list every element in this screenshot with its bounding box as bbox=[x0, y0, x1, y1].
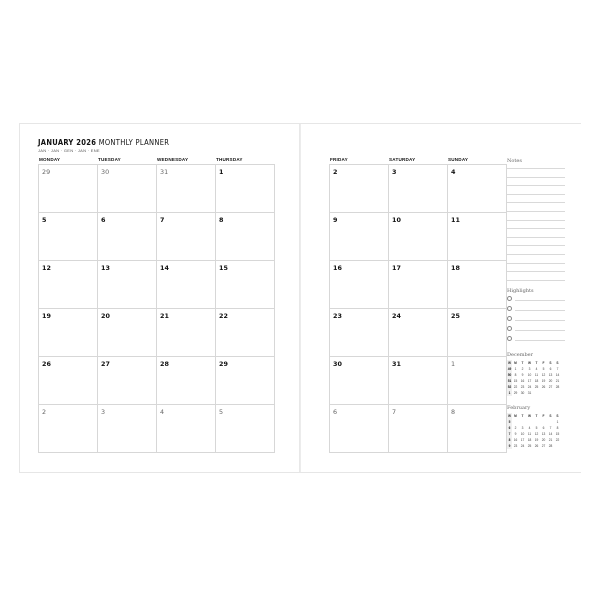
mini-day: 31 bbox=[527, 391, 532, 395]
day-cell[interactable] bbox=[157, 261, 216, 309]
mini-day: 22 bbox=[513, 385, 518, 389]
day-cell[interactable] bbox=[157, 165, 216, 213]
mini-day: 9 bbox=[514, 432, 517, 436]
day-cell[interactable] bbox=[216, 165, 275, 213]
mini-day: 4 bbox=[535, 367, 538, 371]
day-cell[interactable] bbox=[330, 309, 389, 357]
day-number: 8 bbox=[219, 216, 224, 224]
day-cell[interactable] bbox=[389, 309, 448, 357]
mini-dow: W bbox=[527, 361, 531, 365]
mini-day: 24 bbox=[520, 444, 525, 448]
day-cell[interactable] bbox=[98, 405, 157, 453]
day-cell[interactable] bbox=[39, 261, 98, 309]
mini-day: 2 bbox=[521, 367, 524, 371]
mini-day: 8 bbox=[556, 426, 559, 430]
mini-dow: S bbox=[556, 414, 559, 418]
mini-day: 5 bbox=[535, 426, 538, 430]
mini-dow: S bbox=[549, 361, 552, 365]
day-number: 28 bbox=[160, 360, 169, 368]
day-cell[interactable] bbox=[448, 309, 507, 357]
day-number: 29 bbox=[219, 360, 228, 368]
day-number: 31 bbox=[160, 168, 169, 176]
day-cell[interactable] bbox=[157, 213, 216, 261]
mini-day: 20 bbox=[548, 379, 553, 383]
mini-week-number: 51 bbox=[507, 379, 512, 383]
day-cell[interactable] bbox=[389, 261, 448, 309]
day-cell[interactable] bbox=[216, 405, 275, 453]
day-cell[interactable] bbox=[330, 261, 389, 309]
mini-week-number: 1 bbox=[508, 391, 511, 395]
day-number: 7 bbox=[160, 216, 165, 224]
day-cell[interactable] bbox=[448, 261, 507, 309]
mini-day: 19 bbox=[541, 379, 546, 383]
day-number: 27 bbox=[101, 360, 110, 368]
mini-dow: F bbox=[542, 361, 545, 365]
mini-dow: S bbox=[556, 361, 559, 365]
day-cell[interactable] bbox=[330, 357, 389, 405]
mini-calendar-december bbox=[507, 352, 561, 396]
mini-day bbox=[554, 443, 561, 449]
mini-day: 30 bbox=[520, 391, 525, 395]
highlight-checkbox[interactable] bbox=[507, 306, 512, 311]
highlight-line bbox=[515, 310, 565, 311]
day-number: 3 bbox=[392, 168, 397, 176]
day-cell[interactable] bbox=[448, 213, 507, 261]
mini-dow: M bbox=[514, 361, 517, 365]
day-number: 21 bbox=[160, 312, 169, 320]
mini-day: 11 bbox=[534, 373, 539, 377]
day-cell[interactable] bbox=[157, 357, 216, 405]
day-number: 30 bbox=[101, 168, 110, 176]
mini-week-number: 9 bbox=[508, 444, 511, 448]
mini-dow: W bbox=[527, 414, 531, 418]
language-subtitle: JAN · JAN · GEN · JAN · ENE bbox=[38, 148, 100, 153]
highlight-line bbox=[515, 340, 565, 341]
mini-day: 23 bbox=[513, 444, 518, 448]
day-cell[interactable] bbox=[98, 213, 157, 261]
day-number: 4 bbox=[451, 168, 456, 176]
day-cell[interactable] bbox=[98, 309, 157, 357]
day-number: 20 bbox=[101, 312, 110, 320]
mini-week-number: 5 bbox=[508, 420, 511, 424]
planner-label: MONTHLY PLANNER bbox=[98, 138, 170, 147]
mini-day: 27 bbox=[548, 385, 553, 389]
mini-day: 4 bbox=[528, 426, 531, 430]
highlight-checkbox[interactable] bbox=[507, 296, 512, 301]
mini-day: 16 bbox=[520, 379, 525, 383]
mini-dow: F bbox=[542, 414, 545, 418]
highlight-checkbox[interactable] bbox=[507, 326, 512, 331]
mini-day: 11 bbox=[527, 432, 532, 436]
mini-day: 17 bbox=[527, 379, 532, 383]
day-cell[interactable] bbox=[330, 405, 389, 453]
mini-day: 29 bbox=[513, 391, 518, 395]
day-number: 1 bbox=[219, 168, 224, 176]
mini-day: 1 bbox=[556, 420, 559, 424]
mini-day: 16 bbox=[513, 438, 518, 442]
day-cell[interactable] bbox=[389, 165, 448, 213]
day-cell[interactable] bbox=[330, 213, 389, 261]
mini-day: 14 bbox=[555, 373, 560, 377]
mini-day: 5 bbox=[542, 367, 545, 371]
mini-day: 27 bbox=[541, 444, 546, 448]
mini-week-number: 50 bbox=[507, 373, 512, 377]
mini-day: 10 bbox=[527, 373, 532, 377]
day-number: 11 bbox=[451, 216, 460, 224]
day-number: 22 bbox=[219, 312, 228, 320]
day-number: 6 bbox=[333, 408, 338, 416]
mini-day bbox=[554, 390, 561, 396]
mini-dow: M bbox=[514, 414, 517, 418]
planner-spread bbox=[20, 124, 580, 472]
mini-day: 15 bbox=[513, 379, 518, 383]
day-cell[interactable] bbox=[216, 357, 275, 405]
notes-label: Notes bbox=[507, 158, 522, 164]
mini-day: 2 bbox=[514, 426, 517, 430]
day-cell[interactable] bbox=[39, 309, 98, 357]
mini-day: 25 bbox=[534, 385, 539, 389]
day-number: 23 bbox=[333, 312, 342, 320]
month-label: JANUARY 2026 bbox=[38, 138, 97, 147]
mini-calendar-title: December bbox=[507, 352, 534, 358]
mini-day: 26 bbox=[534, 444, 539, 448]
day-number: 14 bbox=[160, 264, 169, 272]
day-cell[interactable] bbox=[448, 357, 507, 405]
day-number: 1 bbox=[451, 360, 456, 368]
day-number: 5 bbox=[42, 216, 47, 224]
mini-dow: W bbox=[507, 414, 511, 418]
mini-calendar-february bbox=[507, 405, 561, 449]
mini-day: 7 bbox=[549, 426, 552, 430]
day-header-thursday: THURSDAY bbox=[216, 157, 243, 162]
day-cell[interactable] bbox=[389, 213, 448, 261]
day-number: 30 bbox=[333, 360, 342, 368]
mini-week-number: 6 bbox=[508, 426, 511, 430]
day-number: 4 bbox=[160, 408, 165, 416]
mini-day: 23 bbox=[520, 385, 525, 389]
mini-day: 21 bbox=[555, 379, 560, 383]
mini-day: 6 bbox=[542, 426, 545, 430]
day-number: 13 bbox=[101, 264, 110, 272]
day-number: 26 bbox=[42, 360, 51, 368]
mini-dow: S bbox=[549, 414, 552, 418]
day-number: 16 bbox=[333, 264, 342, 272]
page-title bbox=[38, 138, 169, 147]
mini-week-number: 52 bbox=[507, 385, 512, 389]
mini-dow: T bbox=[521, 361, 524, 365]
mini-day: 19 bbox=[534, 438, 539, 442]
mini-day: 1 bbox=[514, 367, 517, 371]
mini-day: 25 bbox=[527, 444, 532, 448]
day-number: 10 bbox=[392, 216, 401, 224]
highlight-line bbox=[515, 300, 565, 301]
mini-day: 8 bbox=[514, 373, 517, 377]
day-header-tuesday: TUESDAY bbox=[98, 157, 121, 162]
day-number: 2 bbox=[42, 408, 47, 416]
day-number: 12 bbox=[42, 264, 51, 272]
highlight-checkbox[interactable] bbox=[507, 316, 512, 321]
day-number: 2 bbox=[333, 168, 338, 176]
day-cell[interactable] bbox=[389, 405, 448, 453]
mini-day: 9 bbox=[521, 373, 524, 377]
day-number: 3 bbox=[101, 408, 106, 416]
mini-day: 18 bbox=[527, 438, 532, 442]
mini-dow: T bbox=[521, 414, 524, 418]
left-page bbox=[20, 124, 300, 472]
day-cell[interactable] bbox=[98, 165, 157, 213]
mini-day: 18 bbox=[534, 379, 539, 383]
day-number: 5 bbox=[219, 408, 224, 416]
day-cell[interactable] bbox=[448, 165, 507, 213]
day-cell[interactable] bbox=[98, 357, 157, 405]
highlight-line bbox=[515, 320, 565, 321]
mini-day: 6 bbox=[549, 367, 552, 371]
day-header-monday: MONDAY bbox=[39, 157, 61, 162]
mini-day: 24 bbox=[527, 385, 532, 389]
day-header-sunday: SUNDAY bbox=[448, 157, 469, 162]
day-number: 6 bbox=[101, 216, 106, 224]
mini-day: 3 bbox=[521, 426, 524, 430]
day-number: 25 bbox=[451, 312, 460, 320]
day-number: 31 bbox=[392, 360, 401, 368]
mini-day: 28 bbox=[555, 385, 560, 389]
day-number: 7 bbox=[392, 408, 397, 416]
day-cell[interactable] bbox=[39, 405, 98, 453]
day-number: 18 bbox=[451, 264, 460, 272]
day-number: 29 bbox=[42, 168, 51, 176]
right-page bbox=[300, 124, 581, 472]
day-cell[interactable] bbox=[39, 165, 98, 213]
day-header-saturday: SATURDAY bbox=[389, 157, 416, 162]
right-calendar-grid bbox=[329, 164, 507, 453]
mini-day: 22 bbox=[555, 438, 560, 442]
day-cell[interactable] bbox=[39, 357, 98, 405]
mini-day: 13 bbox=[541, 432, 546, 436]
mini-week-number: 8 bbox=[508, 438, 511, 442]
mini-day: 17 bbox=[520, 438, 525, 442]
mini-day: 10 bbox=[520, 432, 525, 436]
mini-day: 21 bbox=[548, 438, 553, 442]
mini-day: 12 bbox=[534, 432, 539, 436]
mini-day: 26 bbox=[541, 385, 546, 389]
mini-day: 3 bbox=[528, 367, 531, 371]
day-cell[interactable] bbox=[216, 261, 275, 309]
mini-week-number: 7 bbox=[508, 432, 511, 436]
day-cell[interactable] bbox=[157, 309, 216, 357]
day-cell[interactable] bbox=[448, 405, 507, 453]
day-number: 15 bbox=[219, 264, 228, 272]
day-cell[interactable] bbox=[98, 261, 157, 309]
mini-day: 15 bbox=[555, 432, 560, 436]
mini-day bbox=[540, 390, 547, 396]
day-cell[interactable] bbox=[330, 165, 389, 213]
day-cell[interactable] bbox=[157, 405, 216, 453]
day-number: 19 bbox=[42, 312, 51, 320]
day-cell[interactable] bbox=[39, 213, 98, 261]
day-header-wednesday: WEDNESDAY bbox=[157, 157, 189, 162]
day-number: 17 bbox=[392, 264, 401, 272]
mini-dow: W bbox=[507, 361, 511, 365]
day-number: 9 bbox=[333, 216, 338, 224]
day-cell[interactable] bbox=[389, 357, 448, 405]
day-cell[interactable] bbox=[216, 309, 275, 357]
mini-dow: T bbox=[535, 361, 538, 365]
mini-calendar-title: February bbox=[507, 405, 531, 411]
day-number: 8 bbox=[451, 408, 456, 416]
mini-day: 13 bbox=[548, 373, 553, 377]
mini-day: 14 bbox=[548, 432, 553, 436]
mini-day: 12 bbox=[541, 373, 546, 377]
mini-day bbox=[533, 390, 540, 396]
highlights-label: Highlights bbox=[507, 288, 534, 294]
highlight-checkbox[interactable] bbox=[507, 336, 512, 341]
mini-dow: T bbox=[535, 414, 538, 418]
mini-day: 7 bbox=[556, 367, 559, 371]
mini-week-number: 49 bbox=[507, 367, 512, 371]
mini-day bbox=[547, 390, 554, 396]
day-number: 24 bbox=[392, 312, 401, 320]
mini-day: 20 bbox=[541, 438, 546, 442]
highlight-line bbox=[515, 330, 565, 331]
mini-day: 28 bbox=[548, 444, 553, 448]
day-header-friday: FRIDAY bbox=[330, 157, 348, 162]
left-calendar-grid bbox=[38, 164, 275, 453]
day-cell[interactable] bbox=[216, 213, 275, 261]
